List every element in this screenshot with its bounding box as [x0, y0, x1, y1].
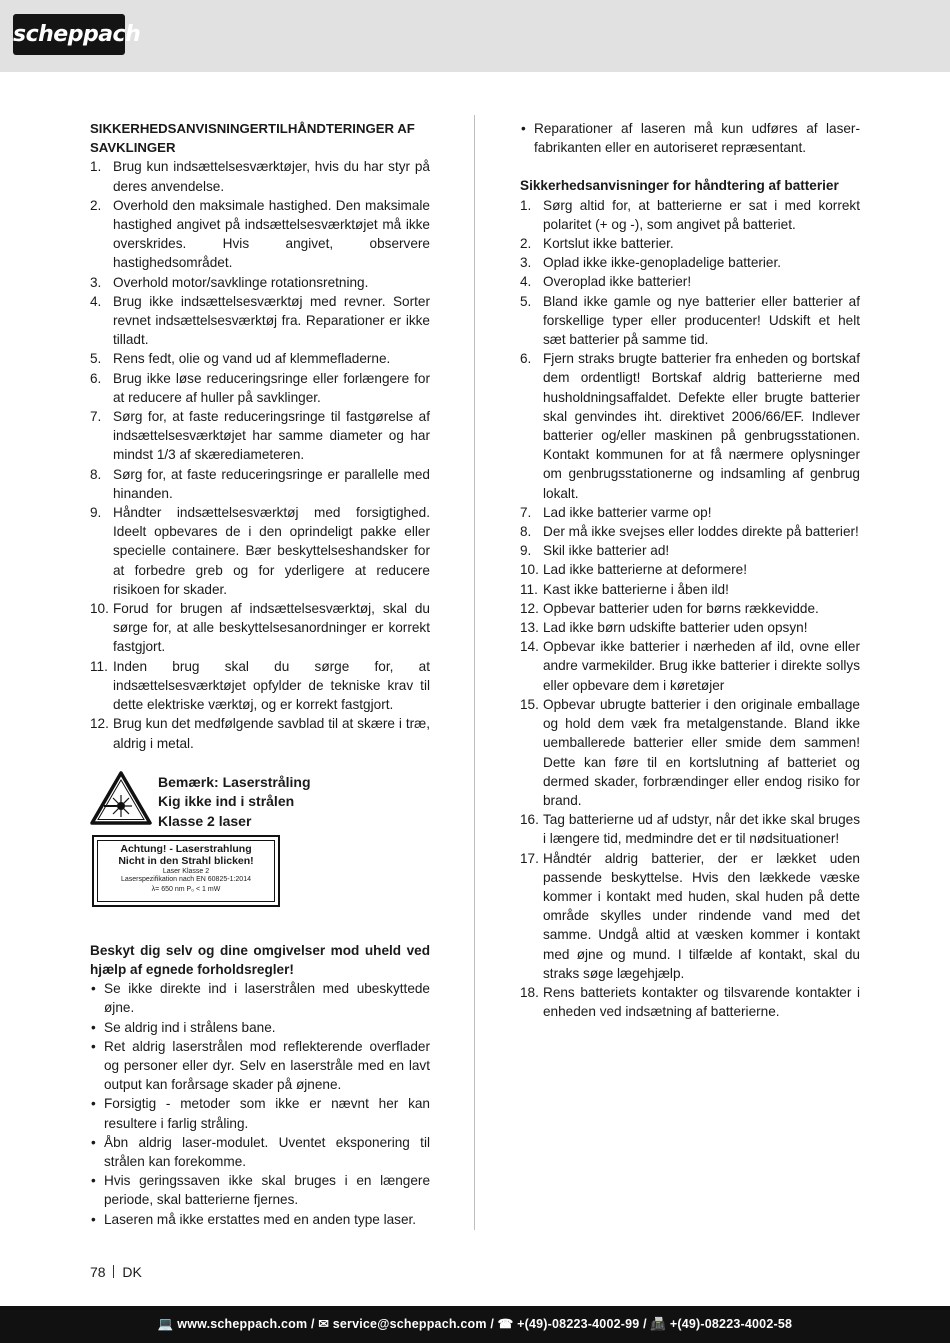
laser-note — [158, 773, 311, 832]
list-item-text: Kast ikke batterierne i åben ild! — [543, 581, 729, 597]
list-item-number: 7. — [520, 504, 532, 520]
list-item-text: Fjern straks brugte batterier fra enheden og bortskaf dem ordentligt! Bortskaf aldrig batterierne med husholdningsaffaldet. Defekte eller brugte batterier skal genvindes iht. direktivet 2006/66/EF. Indlever batterier og/eller maskinen på genbrugsstationen. Kontakt kommunen for at få nærmere oplysninger om genbrugsstationerne og indsamling af genbrug lokalt. — [543, 351, 860, 501]
list-item-text: Brug ikke løse reduceringsringe eller forlængere for at reducere af huller på savklinger. — [113, 370, 430, 405]
laser-note-line: Bemærk: Laserstråling — [158, 773, 311, 790]
sign-line: Achtung! - Laserstrahlung — [120, 842, 252, 855]
list-item-text: Overhold motor/savklinge rotationsretning. — [113, 274, 369, 290]
list-item-text: Oplad ikke ikke-genopladelige batterier. — [543, 255, 782, 271]
list-item-text: Sørg for, at faste reduceringsringe til fastgørelse af indsættelsesværktøjet har samme diameter og har mindst 1/3 af skærediameteren. — [113, 409, 430, 463]
list-item — [520, 810, 860, 848]
page-language: DK — [122, 1264, 142, 1280]
laser-warning-sign — [92, 835, 280, 907]
list-item-text: Lad ikke batterierne at deformere! — [543, 562, 748, 578]
right-column — [520, 119, 860, 1021]
list-item-text: Sørg altid for, at batterierne er sat i med korrekt polaritet (+ og -), som angivet på batteriet. — [543, 197, 860, 232]
list-item-text: Overhold den maksimale hastighed. Den maksimale hastighed angivet på indsættelsesværktøjet må ikke overskrides. Hvis angivet, observere hastighedsområdet. — [113, 197, 430, 271]
list-item: • Ret aldrig laserstrålen mod reflekterende overflader og personer eller dyr. Selv en laserstråle med en lavt output kan forårsage skader på øjnene. — [90, 1037, 430, 1095]
list-item-number: 8. — [90, 466, 102, 482]
list-item — [90, 714, 430, 752]
list-item-number: 9. — [90, 505, 102, 521]
list-item-text: Der må ikke svejses eller loddes direkte på batterier! — [543, 524, 859, 540]
list-item-number: 3. — [90, 274, 102, 290]
list-item-number: 5. — [90, 351, 102, 367]
list-item — [520, 618, 860, 637]
saw-safety-list — [90, 157, 430, 752]
list-item-number: 11. — [90, 658, 108, 674]
sign-line: λ= 650 nm P₀ < 1 mW — [151, 885, 221, 893]
list-item — [90, 407, 430, 465]
list-item — [90, 292, 430, 350]
list-item — [520, 349, 860, 503]
list-item-number: 11. — [520, 581, 538, 597]
battery-safety-title: Sikkerhedsanvisninger for håndtering af batterier — [520, 178, 839, 194]
list-item — [520, 560, 860, 579]
sign-line: Nicht in den Strahl blicken! — [118, 855, 254, 868]
list-item-text: Lad ikke børn udskifte batterier uden opsyn! — [543, 620, 808, 636]
column-divider — [474, 115, 475, 1230]
list-item — [520, 253, 860, 272]
list-item-number: 17. — [520, 850, 539, 866]
list-item — [520, 234, 860, 253]
list-item — [520, 503, 860, 522]
list-item — [520, 292, 860, 350]
list-item — [520, 580, 860, 599]
page-number-value: 78 — [90, 1264, 106, 1280]
battery-safety-list — [520, 196, 860, 1022]
list-item: • Hvis geringssaven ikke skal bruges i en længere periode, skal batterierne fjernes. — [90, 1171, 430, 1209]
list-item — [90, 657, 430, 715]
list-item: • Laseren må ikke erstattes med en anden type laser. — [90, 1210, 430, 1229]
list-item-text: Rens batteriets kontakter og tilsvarende kontakter i enheden ved indsætning af batterierne. — [543, 984, 860, 1020]
list-item — [90, 369, 430, 407]
list-item-number: 2. — [90, 197, 102, 213]
repair-list — [520, 119, 860, 157]
list-item — [520, 541, 860, 560]
list-item: • Se ikke direkte ind i laserstrålen med ubeskyttede øjne. — [90, 979, 430, 1017]
list-item-number: 7. — [90, 409, 102, 425]
list-item: • Forsigtig - metoder som ikke er nævnt her kan resultere i farlig stråling. — [90, 1094, 430, 1132]
list-item-number: 5. — [520, 293, 532, 309]
list-item — [520, 522, 860, 541]
list-item-text: Overoplad ikke batterier! — [543, 274, 692, 290]
list-item-number: 13. — [520, 620, 539, 636]
list-item-text: Brug ikke indsættelsesværktøj med revner. Sorter revnet indsættelsesværktøj fra. Reparationer er ikke tilladt. — [113, 293, 430, 348]
list-item-number: 10. — [90, 601, 109, 617]
list-item-text: Opbevar ubrugte batterier i den originale emballage og hold dem væk fra metalgenstande. Bland ikke uemballerede batterier eller smide dem sammen! Dette kan føre til en kortslutning af batteriet og dermed skader, forbrændinger eller endog risiko for brand. — [543, 696, 860, 808]
list-item: • Se aldrig ind i strålens bane. — [90, 1018, 430, 1037]
laser-note-line: Klasse 2 laser — [158, 812, 252, 829]
list-item-text: Inden brug skal du sørge for, at indsættelsesværktøjet opfylder de tekniske krav til dette elektriske værktøj, og er korrekt fastgjort. — [113, 658, 430, 713]
list-item-text: Opbevar batterier uden for børns rækkevidde. — [543, 600, 819, 616]
list-item-text: Håndtér aldrig batterier, der er lækket uden passende beskyttelse. Hvis den lækkede væske kommer i kontakt med huden, skal huden på dette område skylles under rindende vand med det samme. Undgå altid at væsken kommer i kontakt med øjne og mund. I tilfælde af kontakt, skal du straks søge lægehjælp. — [543, 850, 860, 981]
list-item-number: 6. — [520, 351, 532, 367]
list-item-number: 18. — [520, 984, 539, 1000]
list-item — [90, 599, 430, 657]
scheppach-logo: scheppach — [13, 14, 125, 55]
list-item — [520, 983, 860, 1021]
list-item — [520, 637, 860, 695]
footer-contact-text: 💻 www.scheppach.com / ✉ service@scheppach.com / ☎ +(49)-08223-4002-99 / 📠 +(49)-08223-4002-58 — [157, 1317, 793, 1331]
list-item-text: Håndter indsættelsesværktøj med forsigtighed. Ideelt opbevares de i den oprindeligt pakke eller specielle containere. Bær beskyttelseshandsker for at forbedre greb og for yderligere at reducere risikoen for skader. — [113, 505, 430, 597]
list-item-text: Brug kun det medfølgende savblad til at skære i træ, aldrig i metal. — [113, 716, 430, 751]
list-item — [520, 695, 860, 810]
list-item-text: Lad ikke batterier varme op! — [543, 504, 712, 520]
list-item-number: 6. — [90, 370, 102, 386]
list-item-text: Bland ikke gamle og nye batterier eller batterier af forskellige typer eller producenter! Udskift et helt sæt batterier på samme tid. — [543, 293, 860, 348]
header-bar — [0, 0, 950, 72]
laser-hazard-icon — [90, 771, 152, 825]
list-item — [520, 272, 860, 291]
list-item-number: 14. — [520, 639, 539, 655]
list-item-number: 9. — [520, 543, 532, 559]
list-item — [520, 196, 860, 234]
list-item-number: 4. — [90, 293, 102, 309]
list-item-number: 12. — [520, 600, 539, 616]
list-item-number: 8. — [520, 524, 532, 540]
list-item — [90, 503, 430, 599]
protect-title: Beskyt dig selv og dine omgivelser mod uheld ved hjælp af egnede forholdsregler! — [90, 942, 430, 977]
list-item-text: Forud for brugen af indsættelsesværktøj, skal du sørge for, at alle beskyttelsesanordninger er korrekt fastgjort. — [113, 601, 430, 655]
list-item-text: Opbevar ikke batterier i nærheden af ild, ovne eller andre varmekilder. Brug ikke batterier i direkte sollys eller opbevare dem i køretøjer — [543, 639, 860, 693]
list-item-text: Sørg for, at faste reduceringsringe er parallelle med hinanden. — [113, 466, 430, 501]
sign-line: Laserspezifikation nach EN 60825-1:2014 — [121, 876, 251, 884]
list-item-number: 1. — [520, 197, 532, 213]
list-item — [520, 849, 860, 983]
list-item — [90, 349, 430, 368]
list-item — [90, 273, 430, 292]
list-item-text: Skil ikke batterier ad! — [543, 543, 670, 559]
list-item-number: 12. — [90, 716, 109, 732]
list-item-text: Tag batterierne ud af udstyr, når det ikke skal bruges i længere tid, medmindre det er til nødsituationer! — [543, 812, 860, 847]
list-item-text: Rens fedt, olie og vand ud af klemmefladerne. — [113, 351, 391, 367]
saw-safety-title: SIKKERHEDSANVISNINGERTILHÅNDTERINGER AF SAVKLINGER — [90, 121, 415, 156]
list-item-number: 16. — [520, 812, 539, 828]
list-item-number: 1. — [90, 159, 102, 175]
list-item-number: 15. — [520, 696, 539, 712]
laser-warning — [90, 771, 430, 941]
list-item — [90, 465, 430, 503]
list-item — [90, 196, 430, 273]
sign-line: Laser Klasse 2 — [162, 867, 210, 875]
footer-contact-bar — [0, 1306, 950, 1343]
left-column — [90, 119, 430, 1229]
list-item-number: 4. — [520, 274, 532, 290]
list-item — [90, 157, 430, 195]
list-item — [520, 599, 860, 618]
list-item-number: 2. — [520, 236, 532, 252]
list-item-number: 10. — [520, 562, 539, 578]
laser-note-line: Kig ikke ind i strålen — [158, 793, 295, 810]
list-item-text: Brug kun indsættelsesværktøjer, hvis du har styr på deres anvendelse. — [113, 159, 430, 194]
list-item-text: Kortslut ikke batterier. — [543, 236, 674, 252]
page-number — [90, 1264, 142, 1280]
list-item: • Åbn aldrig laser-modulet. Uventet eksponering til strålen kan forekomme. — [90, 1133, 430, 1171]
list-item-number: 3. — [520, 255, 532, 271]
list-item: • Reparationer af laseren må kun udføres af laser-fabrikanten eller en autoriseret repræsentant. — [520, 119, 860, 157]
protect-list — [90, 979, 430, 1229]
